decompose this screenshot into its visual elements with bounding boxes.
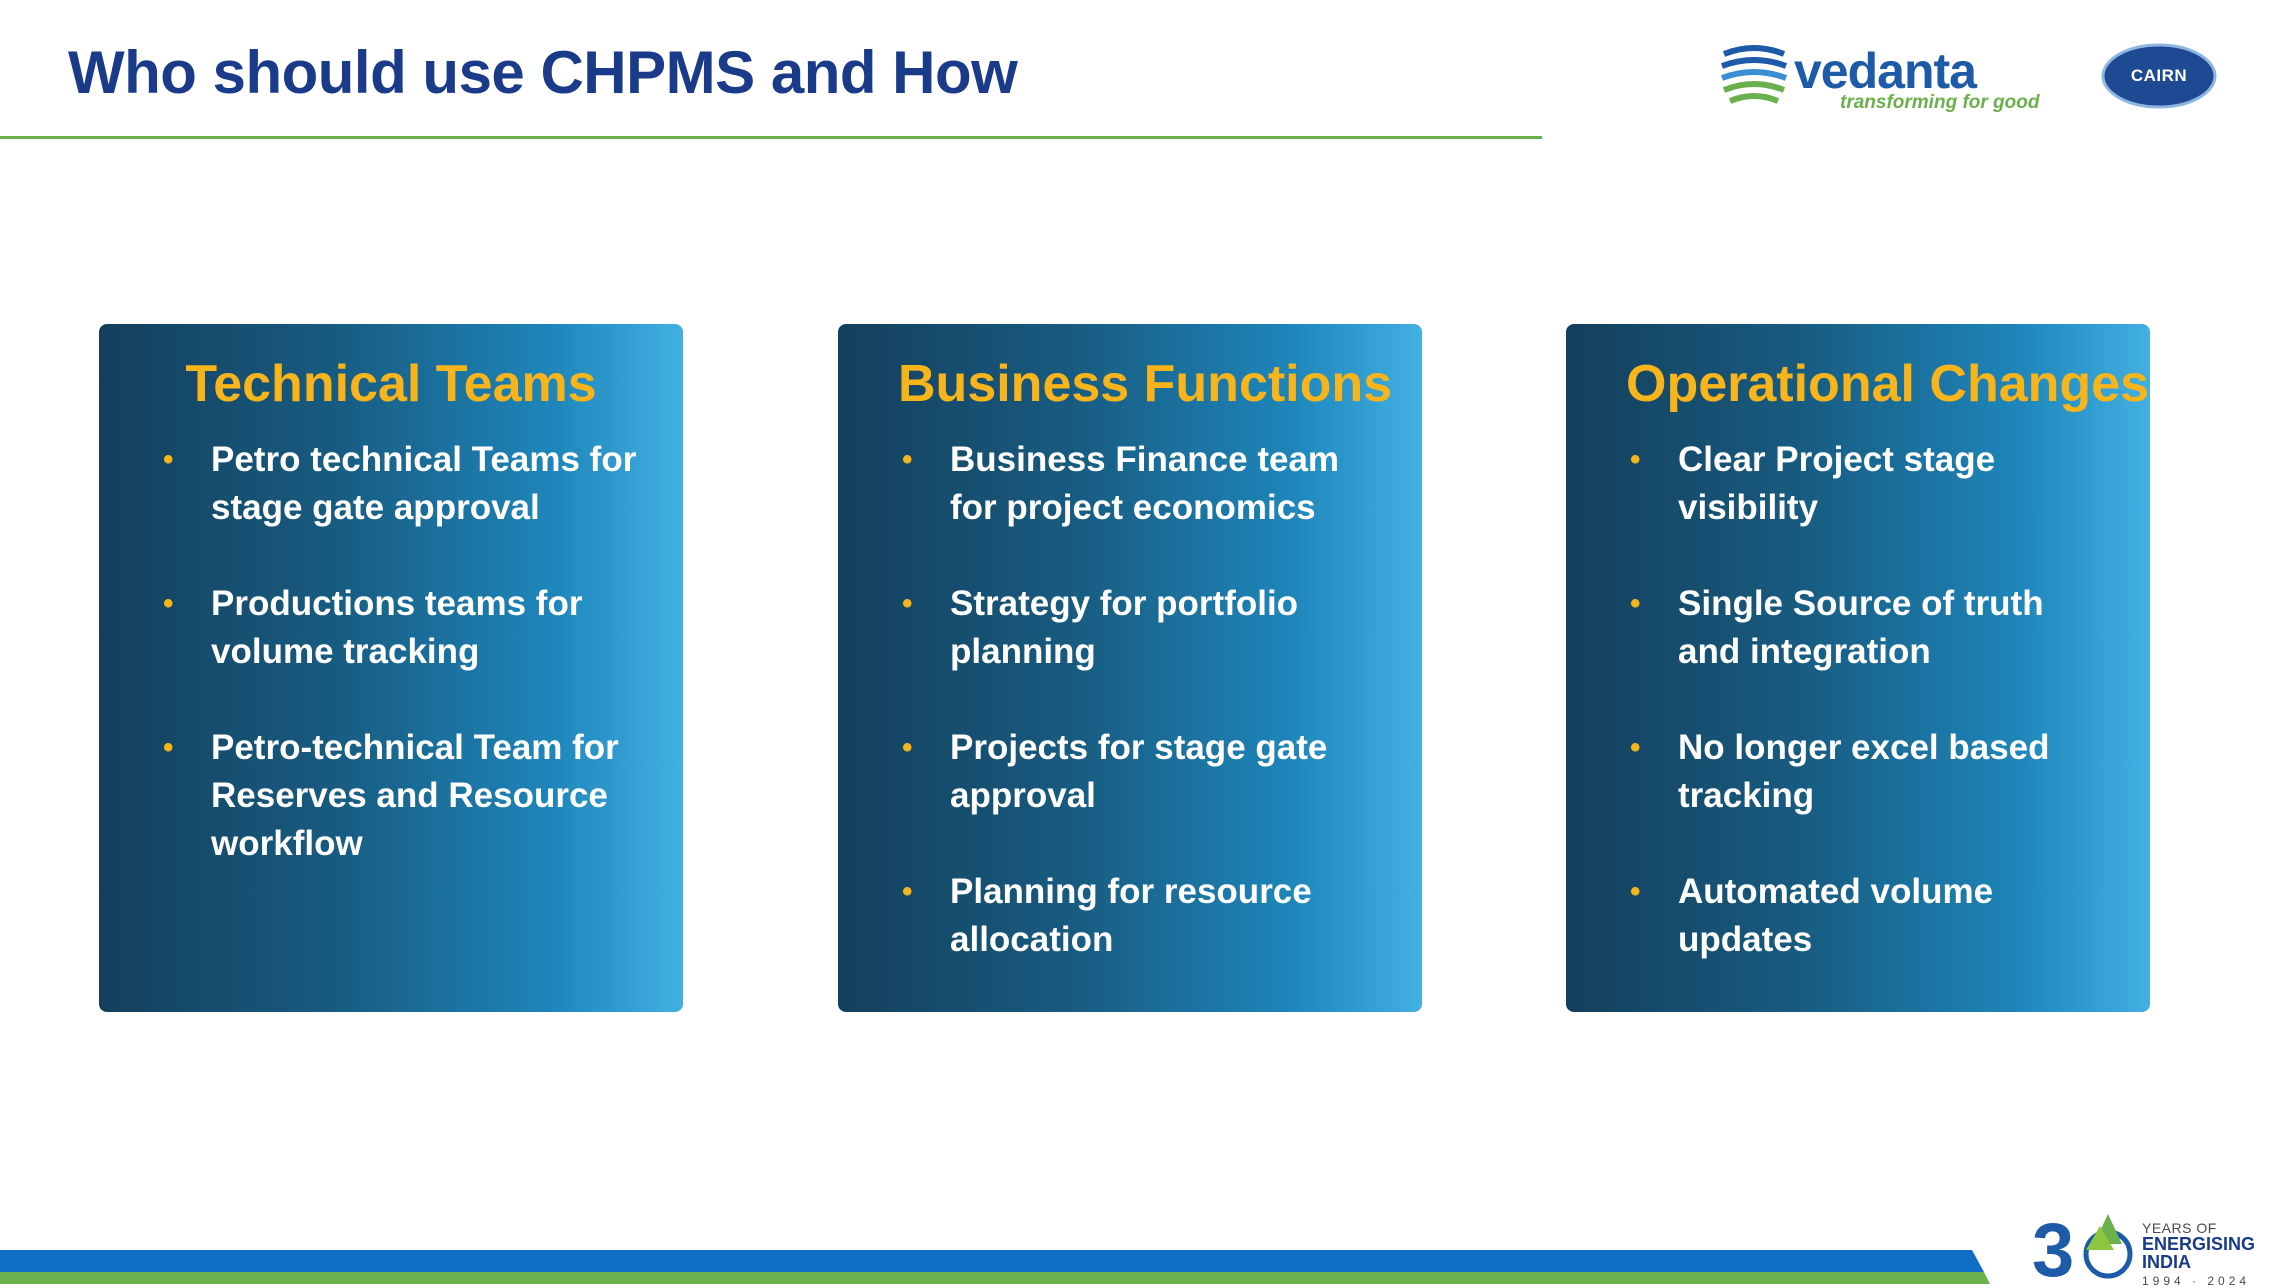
vedanta-wordmark: vedanta [1794,43,1976,99]
badge-small-text: YEARS OF [2142,1220,2217,1236]
bullet-icon: • [902,443,913,476]
bullet-icon: • [902,587,913,620]
list-item-text: Petro-technical Team for Reserves and Resource workflow [211,728,619,863]
list-item [159,436,643,532]
card-technical-teams [99,324,683,1012]
badge-line2: INDIA [2142,1252,2191,1272]
list-item-text: Petro technical Teams for stage gate approval [211,440,637,527]
page-title: Who should use CHPMS and How [68,39,1018,106]
list-item-text: No longer excel based tracking [1678,728,2050,815]
title-divider [0,136,1542,139]
vedanta-logo [1718,40,2048,120]
list-item [1626,436,2110,532]
list-item [1626,724,2110,820]
list-item-text: Productions teams for volume tracking [211,584,583,671]
cairn-logo [2100,42,2218,110]
list-item [898,868,1382,964]
bullet-icon: • [902,731,913,764]
bullet-icon: • [902,875,913,908]
bullet-icon: • [163,443,174,476]
card-title: Operational Changes [1626,355,2149,413]
list-item-text: Strategy for portfolio planning [950,584,1299,671]
card-operational-changes [1566,324,2150,1012]
list-item-text: Business Finance team for project economics [950,440,1340,527]
list-item [159,724,643,868]
vedanta-tagline: transforming for good [1840,92,2040,113]
list-item-text: Automated volume updates [1678,872,1994,959]
list-item [898,436,1382,532]
anniversary-badge [2030,1210,2270,1288]
bullet-icon: • [163,731,174,764]
badge-years: 1994 · 2024 [2142,1274,2251,1288]
bullet-icon: • [1630,875,1641,908]
card-title: Technical Teams [185,355,597,413]
footer-bands [0,1240,2282,1284]
list-item [898,580,1382,676]
badge-number: 3 [2032,1210,2075,1284]
list-item-text: Projects for stage gate approval [950,728,1328,815]
badge-line1: ENERGISING [2142,1234,2256,1254]
card-list [1626,436,2110,964]
bullet-icon: • [1630,443,1641,476]
list-item-text: Clear Project stage visibility [1678,440,1996,527]
vedanta-leaf-icon [1718,40,1790,112]
bullet-icon: • [163,587,174,620]
anniversary-30-icon [2030,1210,2140,1284]
bullet-icon: • [1630,587,1641,620]
bullet-icon: • [1630,731,1641,764]
card-list [159,436,643,868]
list-item [898,724,1382,820]
list-item [1626,868,2110,964]
list-item [1626,580,2110,676]
card-business-functions [838,324,1422,1012]
list-item-text: Planning for resource allocation [950,872,1312,959]
list-item-text: Single Source of truth and integration [1678,584,2044,671]
card-list [898,436,1382,964]
cairn-wordmark: CAIRN [2130,66,2188,85]
card-title: Business Functions [898,355,1393,413]
list-item [159,580,643,676]
